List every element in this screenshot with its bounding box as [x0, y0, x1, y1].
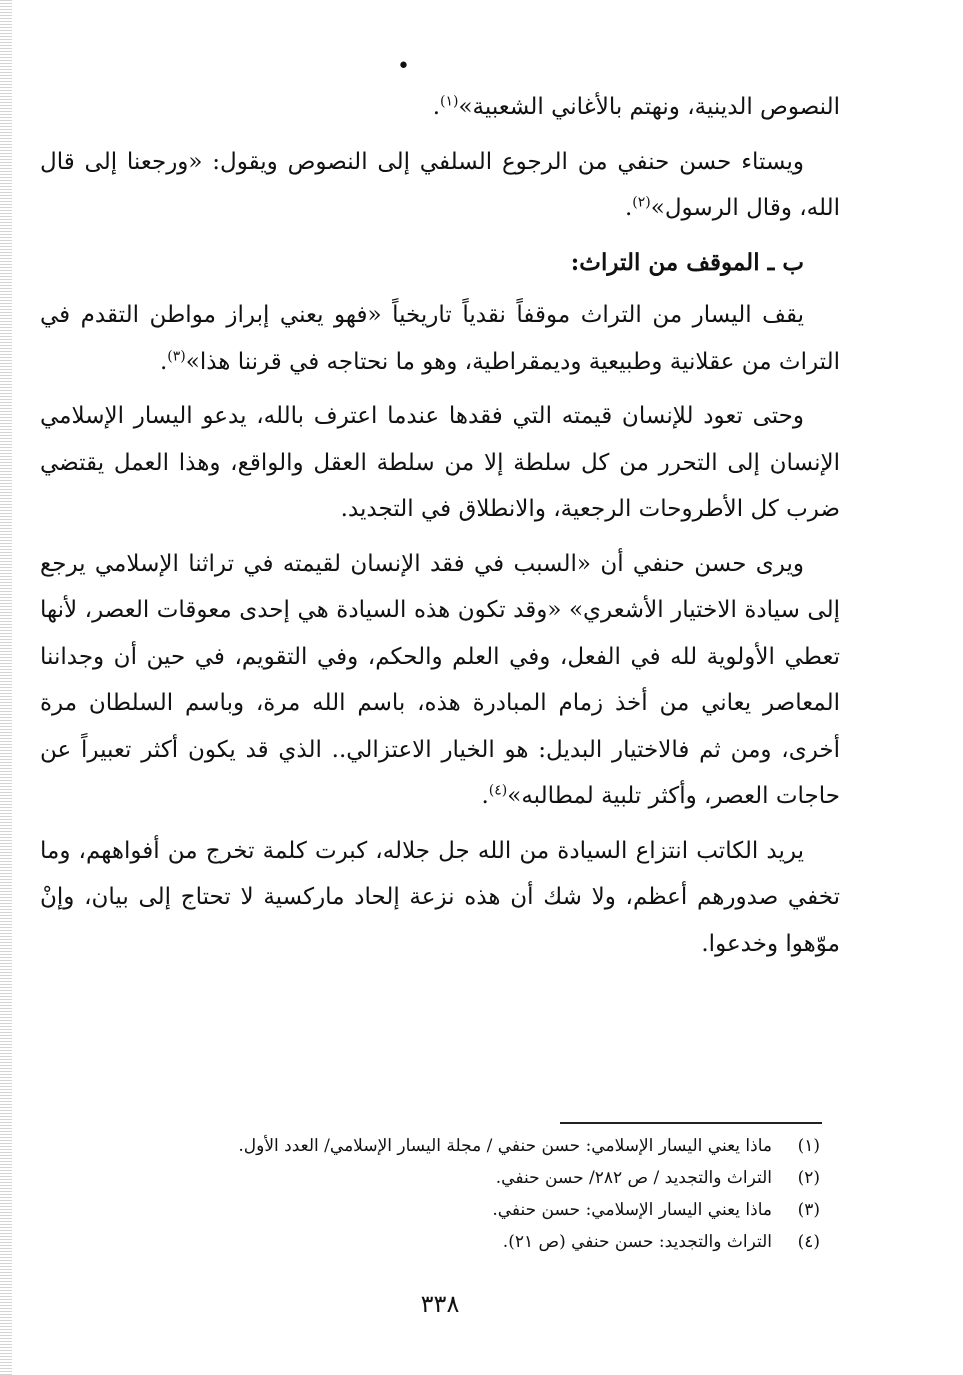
footnote-4-text: التراث والتجديد: حسن حنفي (ص ٢١).	[502, 1232, 772, 1252]
footnote-4-number: (٤)	[797, 1232, 820, 1252]
footnote-2-number: (٢)	[797, 1168, 820, 1188]
paragraph-1-text: النصوص الدينية، ونهتم بالأغاني الشعبية»	[458, 94, 840, 120]
footnote-divider	[560, 1122, 822, 1124]
footnote-ref-2[interactable]: (٢)	[632, 194, 651, 211]
footnote-1-text: ماذا يعني اليسار الإسلامي: حسن حنفي / مجلة اليسار الإسلامي/ العدد الأول.	[238, 1136, 772, 1156]
footnote-3-text: ماذا يعني اليسار الإسلامي: حسن حنفي.	[492, 1200, 772, 1220]
footnote-1-number: (١)	[797, 1136, 820, 1156]
paragraph-6: يريد الكاتب انتزاع السيادة من الله جل جلاله، كبرت كلمة تخرج من أفواههم، وما تخفي صدورهم أعظم، ولا شك أن هذه نزعة إلحاد ماركسية لا تحتاج إلى بيان، وإنْ موّهوا وخدعوا.	[40, 837, 840, 957]
paragraph-5: ويرى حسن حنفي أن «السبب في فقد الإنسان لقيمته في تراثنا الإسلامي يرجع إلى سيادة الاختيار الأشعري» «وقد تكون هذه السيادة هي إحدى معوقات العصر، لأنها تعطي الأولوية لله في الفعل، وفي العلم والحكم، وفي التقويم، في حين أن وجداننا المعاصر يعاني من أخذ زمام المبادرة هذه، باسم الله مرة، وباسم السلطان مرة أخرى، ومن ثم فالاختيار البديل: هو الخيار الاعتزالي.. الذي قد يكون أكثر تعبيراً عن حاجات العصر، وأكثر تلبية لمطالبه»$^{(٤)}$.	[40, 550, 840, 809]
paragraph-2: ويستاء حسن حنفي من الرجوع السلفي إلى النصوص ويقول: «ورجعنا إلى قال الله، وقال الرسول»$^{(٢)}$.	[40, 148, 840, 221]
footnote-ref-3[interactable]: (٣)	[167, 347, 186, 364]
section-heading: ب ـ الموقف من التراث:	[570, 248, 804, 276]
footnote-3-number: (٣)	[797, 1200, 820, 1220]
page-number: ٣٣٨	[420, 1290, 460, 1318]
paragraph-2-text: ويستاء حسن حنفي من الرجوع السلفي إلى النصوص ويقول: «ورجعنا إلى قال الله، وقال الرسول»	[40, 148, 840, 221]
paragraph-1: النصوص الدينية، ونهتم بالأغاني الشعبية»$^{(١)}$.	[432, 93, 840, 120]
footnote-2	[60, 1162, 820, 1194]
paragraph-5-text: ويرى حسن حنفي أن «السبب في فقد الإنسان لقيمته في تراثنا الإسلامي يرجع إلى سيادة الاختيار الأشعري» «وقد تكون هذه السيادة هي إحدى معوقات العصر، لأنها تعطي الأولوية لله في الفعل، وفي العلم والحكم، وفي التقويم، في حين أن وجداننا المعاصر يعاني من أخذ زمام المبادرة هذه، باسم الله مرة، وباسم السلطان مرة أخرى، ومن ثم فالاختيار البديل: هو الخيار الاعتزالي.. الذي قد يكون أكثر تعبيراً عن حاجات العصر، وأكثر تلبية لمطالبه»	[40, 550, 840, 809]
top-mark: •	[397, 54, 410, 79]
footnote-ref-4[interactable]: (٤)	[488, 782, 508, 799]
body-text	[40, 84, 840, 967]
footnote-4	[60, 1226, 820, 1258]
footnote-1	[60, 1130, 820, 1162]
footnote-3	[60, 1194, 820, 1226]
paragraph-3: يقف اليسار من التراث موقفاً نقدياً تاريخياً «فهو يعني إبراز مواطن التقدم في التراث من عقلانية وطبيعية وديمقراطية، وهو ما نحتاجه في قرننا هذا»$^{(٣)}$.	[40, 302, 840, 375]
paragraph-3-text: يقف اليسار من التراث موقفاً نقدياً تاريخياً «فهو يعني إبراز مواطن التقدم في التراث من عقلانية وطبيعية وديمقراطية، وهو ما نحتاجه في قرننا هذا»	[40, 302, 840, 375]
page-content	[40, 54, 840, 975]
footnote-ref-1[interactable]: (١)	[440, 93, 459, 110]
footnote-2-text: التراث والتجديد / ص ٢٨٢/ حسن حنفي.	[495, 1168, 772, 1188]
paragraph-4: وحتى تعود للإنسان قيمته التي فقدها عندما اعترف بالله، يدعو اليسار الإسلامي الإنسان إلى التحرر من كل سلطة إلا من سلطة العقل والواقع، وهذا العمل يقتضي ضرب كل الأطروحات الرجعية، والانطلاق في التجديد.	[40, 403, 840, 522]
footnotes	[60, 1130, 820, 1258]
scan-edge	[0, 0, 12, 1375]
